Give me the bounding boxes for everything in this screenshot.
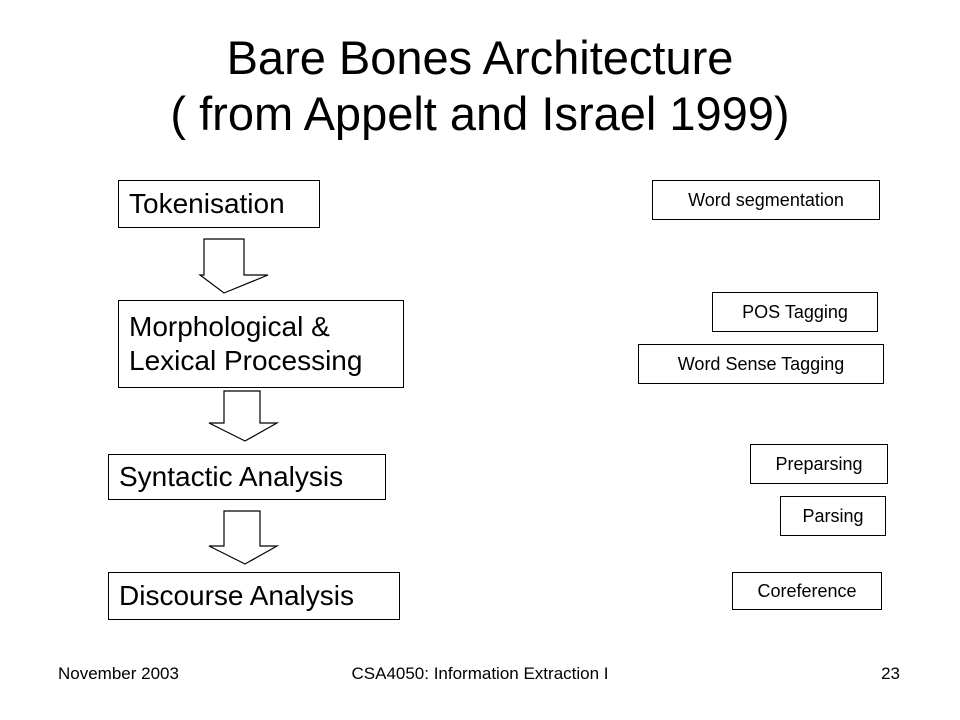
task-coreference-label: Coreference: [757, 581, 857, 601]
title-line-2: ( from Appelt and Israel 1999): [170, 87, 790, 140]
task-preparsing: [750, 444, 888, 484]
task-pos-tagging: [712, 292, 878, 332]
stage-morphological-label-line-2: Lexical Processing: [129, 345, 363, 376]
task-parsing: [780, 496, 886, 536]
stage-discourse-label: Discourse Analysis: [119, 580, 354, 611]
stage-morphological-lexical: [118, 300, 404, 388]
task-word-sense-tagging-label: Word Sense Tagging: [677, 354, 845, 374]
task-word-segmentation-label: Word segmentation: [688, 190, 844, 210]
footer-date: November 2003: [58, 664, 179, 683]
down-arrow-icon: [204, 510, 284, 568]
stage-syntactic-label: Syntactic Analysis: [119, 461, 344, 492]
task-preparsing-label: Preparsing: [775, 454, 863, 474]
stage-syntactic-analysis: [108, 454, 386, 500]
title-line-1: Bare Bones Architecture: [226, 31, 734, 84]
task-word-segmentation: [652, 180, 880, 220]
down-arrow-icon: [204, 390, 284, 446]
slide-title: [0, 30, 960, 142]
stage-discourse-analysis: [108, 572, 400, 620]
down-arrow-icon: [195, 238, 275, 298]
task-coreference: [732, 572, 882, 610]
task-word-sense-tagging: [638, 344, 884, 384]
task-pos-tagging-label: POS Tagging: [742, 302, 848, 322]
footer-course: CSA4050: Information Extraction I: [351, 664, 609, 683]
stage-morphological-label-line-1: Morphological &: [129, 311, 330, 342]
stage-tokenisation-label: Tokenisation: [129, 188, 285, 219]
footer-page-number: 23: [881, 664, 900, 683]
task-parsing-label: Parsing: [802, 506, 864, 526]
stage-tokenisation: [118, 180, 320, 228]
